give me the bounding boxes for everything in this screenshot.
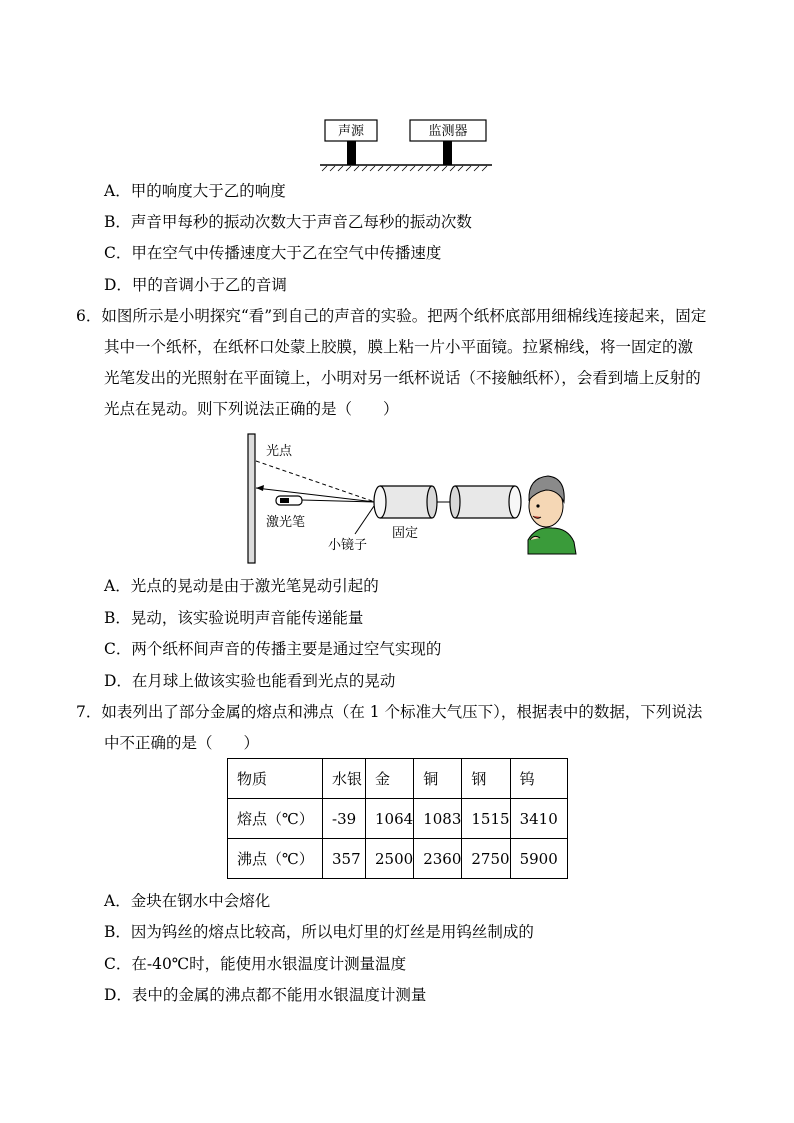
table-header-cell: 水银	[323, 759, 366, 799]
paper-cup-free	[450, 486, 521, 518]
q6-stem-line-1: 6．如图所示是小明探究“看”到自己的声音的实验。把两个纸杯底部用细棉线连接起来，固定	[76, 307, 707, 325]
table-cell: 5900	[510, 839, 567, 879]
boy-speaking-icon	[528, 476, 576, 554]
q6-stem-line-2: 其中一个纸杯，在纸杯口处蒙上胶膜，膜上粘一片小平面镜。拉紧棉线，将一固定的激	[104, 338, 694, 356]
sound-source-label: 声源	[337, 124, 365, 139]
sound-source-detector-figure	[318, 116, 494, 172]
table-header-cell: 金	[366, 759, 414, 799]
laser-cup-experiment-figure	[240, 430, 580, 568]
table-header-cell: 钨	[510, 759, 567, 799]
table-cell: 1083	[414, 799, 462, 839]
table-header-cell: 铜	[414, 759, 462, 799]
paper-cup-fixed	[374, 486, 437, 518]
q6-stem-line-4: 光点在晃动。则下列说法正确的是（ ）	[104, 400, 399, 418]
q7-option-a: A．金块在钢水中会熔化	[104, 892, 271, 910]
wall	[248, 434, 255, 563]
q6-option-a: A．光点的晃动是由于激光笔晃动引起的	[104, 577, 379, 595]
laser-pen-icon	[276, 496, 302, 505]
table-header-cell: 物质	[228, 759, 323, 799]
q6-option-c: C．两个纸杯间声音的传播主要是通过空气实现的	[104, 640, 442, 658]
q7-stem-line-1: 7．如表列出了部分金属的熔点和沸点（在 1 个标准大气压下），根据表中的数据，下列说法	[76, 703, 703, 721]
table-header-cell: 钢	[462, 759, 510, 799]
metal-melting-boiling-table	[227, 758, 568, 879]
q5-option-b: B．声音甲每秒的振动次数大于声音乙每秒的振动次数	[104, 213, 472, 231]
table-cell: 熔点（℃）	[228, 799, 323, 839]
table-row	[228, 799, 568, 839]
detector-label: 监测器	[428, 124, 468, 139]
table-cell: 1515	[462, 799, 510, 839]
table-cell: -39	[323, 799, 366, 839]
q5-option-c: C．甲在空气中传播速度大于乙在空气中传播速度	[104, 244, 442, 262]
table-cell: 2360	[414, 839, 462, 879]
table-header-row	[228, 759, 568, 799]
q7-stem-line-2: 中不正确的是（ ）	[104, 734, 260, 752]
table-cell: 3410	[510, 799, 567, 839]
q5-option-a: A．甲的响度大于乙的响度	[104, 182, 286, 200]
table-cell: 357	[323, 839, 366, 879]
q7-option-b: B．因为钨丝的熔点比较高，所以电灯里的灯丝是用钨丝制成的	[104, 923, 534, 941]
q6-option-d: D．在月球上做该实验也能看到光点的晃动	[104, 672, 396, 690]
light-spot-label: 光点	[266, 444, 293, 459]
q7-option-c: C．在-40℃时，能使用水银温度计测量温度	[104, 955, 407, 973]
q5-option-d: D．甲的音调小于乙的音调	[104, 276, 287, 294]
table-cell: 2750	[462, 839, 510, 879]
table-cell: 沸点（℃）	[228, 839, 323, 879]
q7-option-d: D．表中的金属的沸点都不能用水银温度计测量	[104, 986, 427, 1004]
fixed-label: 固定	[392, 526, 419, 541]
q6-option-b: B．晃动，该实验说明声音能传递能量	[104, 609, 364, 627]
laser-pen-label: 激光笔	[266, 515, 306, 530]
q6-stem-line-3: 光笔发出的光照射在平面镜上，小明对另一纸杯说话（不接触纸杯），会看到墙上反射的	[104, 369, 701, 387]
table-cell: 1064	[366, 799, 414, 839]
small-mirror-label: 小镜子	[328, 538, 368, 553]
table-row	[228, 839, 568, 879]
table-cell: 2500	[366, 839, 414, 879]
